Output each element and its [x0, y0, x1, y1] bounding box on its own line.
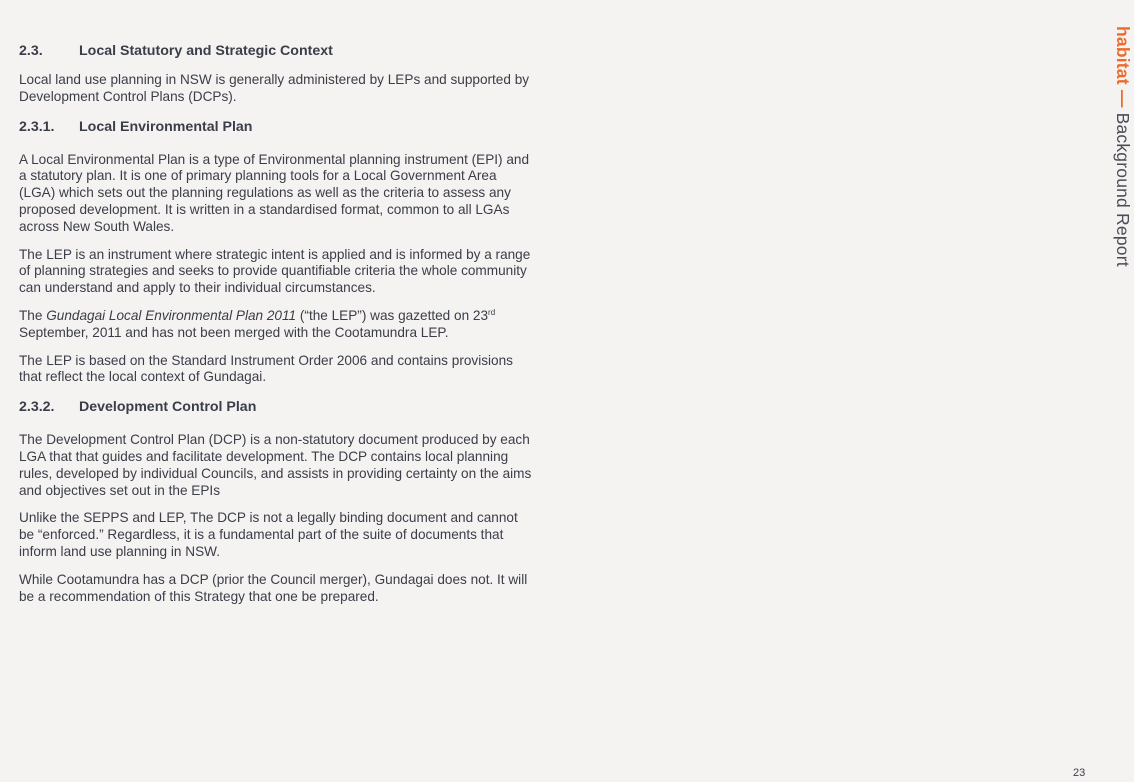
lep-p3-italic: Gundagai Local Environmental Plan 2011 [46, 307, 297, 323]
brand-logo-text: habitat [1113, 26, 1133, 85]
lep-p3-pre: The [19, 307, 47, 323]
lep-p3-post: September, 2011 and has not been merged with the Cootamundra LEP. [19, 324, 449, 340]
lep-paragraph-4: The LEP is based on the Standard Instrument Order 2006 and contains provisions that reflect the local context of Gundagai. [19, 352, 513, 385]
dcp-paragraph-2: Unlike the SEPPS and LEP, The DCP is not a legally binding document and cannot be “enforced.” Regardless, it is a fundamental part of the suite of documents that inform land use planning in NSW. [19, 510, 518, 559]
section-number: 2.3.2. [19, 399, 55, 416]
section-heading-2-3-2 [19, 398, 534, 416]
brand-dash: — [1113, 89, 1133, 108]
section-number: 2.3. [19, 43, 43, 59]
section-number: 2.3.1. [19, 118, 55, 135]
section-title: Local Environmental Plan [79, 118, 253, 135]
section-title: Local Statutory and Strategic Context [79, 43, 333, 59]
dcp-paragraph-1: The Development Control Plan (DCP) is a non-statutory document produced by each LGA that that guides and facilitate development. The DCP contains local planning rules, developed by individual Councils, and assists in providing certainty on the aims and objectives set out in the EPIs [19, 432, 532, 498]
lep-paragraph-2: The LEP is an instrument where strategic intent is applied and is informed by a range of planning strategies and seeks to provide quantifiable criteria the whole community can understand and apply to their individual circumstances. [19, 246, 531, 296]
intro-paragraph: Local land use planning in NSW is generally administered by LEPs and supported by Development Control Plans (DCPs). [19, 72, 530, 104]
dcp-paragraph-3: While Cootamundra has a DCP (prior the Council merger), Gundagai does not. It will be a recommendation of this Strategy that one be prepared. [19, 571, 528, 604]
lep-p3-mid: (“the LEP”) was gazetted on 23 [296, 307, 489, 323]
lep-p3-superscript: rd [488, 307, 496, 317]
lep-paragraph-3 [19, 308, 534, 342]
document-body [19, 38, 534, 616]
section-heading-2-3 [19, 42, 534, 60]
section-heading-2-3-1 [19, 118, 534, 136]
section-title: Development Control Plan [79, 399, 257, 416]
lep-paragraph-1: A Local Environmental Plan is a type of Environmental planning instrument (EPI) and a statutory plan. It is one of primary planning tools for a Local Government Area (LGA) which sets out the planning regulations as well as the criteria to assess any proposed development. It is written in a standardised format, common to all LGAs across New South Wales. [19, 151, 530, 234]
page-number: 23 [1073, 767, 1086, 779]
side-report-label [1112, 26, 1134, 267]
report-title: Background Report [1113, 112, 1133, 267]
